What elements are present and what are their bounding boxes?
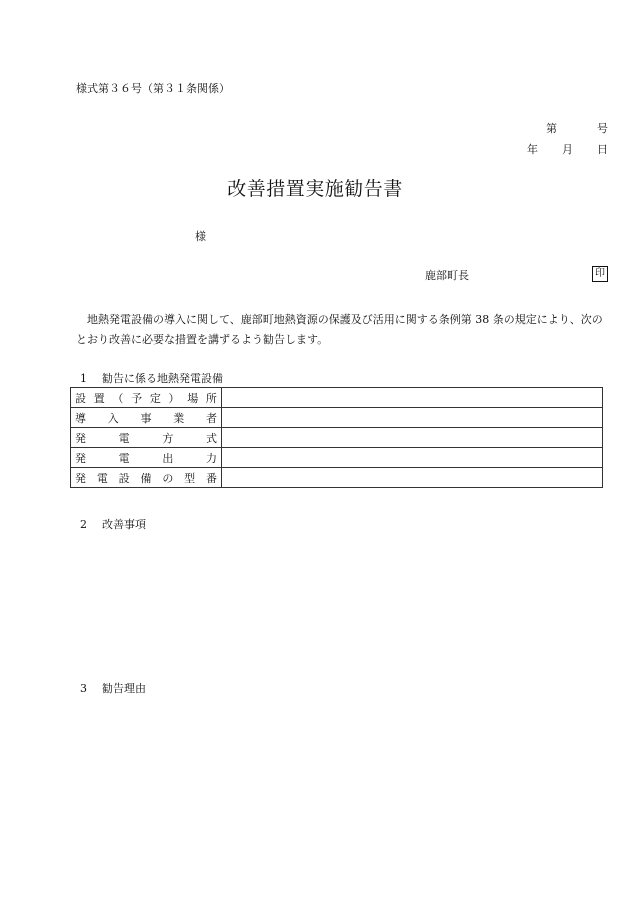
row-label-cell — [71, 388, 222, 408]
body-paragraph: 地熱発電設備の導入に関して、鹿部町地熱資源の保護及び活用に関する条例第 38 条の規定により、次のとおり改善に必要な措置を講ずるよう勧告します。 — [76, 313, 603, 346]
row-label-cell — [71, 428, 222, 448]
seal-mark: 印 — [592, 266, 608, 282]
section-1-heading — [80, 373, 223, 384]
row-label-cell — [71, 468, 222, 488]
table-row — [71, 408, 603, 428]
date-month: 月 — [562, 143, 573, 156]
section-3-heading — [80, 683, 146, 694]
addressee-suffix: 様 — [195, 230, 206, 243]
row-label: 発 電 出 力 — [75, 451, 217, 465]
section-3-title: 勧告理由 — [102, 682, 146, 695]
row-label: 設 置 （ 予 定 ） 場 所 — [75, 391, 217, 405]
section-2-title: 改善事項 — [102, 518, 146, 531]
row-value-cell[interactable] — [222, 408, 603, 428]
date-line — [527, 144, 608, 155]
document-title: 改善措置実施勧告書 — [227, 178, 403, 200]
row-value-cell[interactable] — [222, 428, 603, 448]
facility-table — [70, 387, 603, 488]
table-row — [71, 428, 603, 448]
row-value-cell[interactable] — [222, 388, 603, 408]
row-value-cell[interactable] — [222, 448, 603, 468]
doc-number-suffix: 号 — [597, 122, 608, 135]
section-1-title: 勧告に係る地熱発電設備 — [102, 372, 223, 385]
table-row — [71, 448, 603, 468]
table-row — [71, 468, 603, 488]
issuer-name: 鹿部町長 — [425, 269, 469, 282]
row-label-cell — [71, 408, 222, 428]
date-day: 日 — [597, 143, 608, 156]
table-row — [71, 388, 603, 408]
row-label: 発 電 方 式 — [75, 431, 217, 445]
row-label-cell — [71, 448, 222, 468]
date-year: 年 — [527, 143, 538, 156]
section-2-heading — [80, 519, 146, 530]
row-label: 導 入 事 業 者 — [75, 411, 217, 425]
doc-number-prefix: 第 — [546, 122, 557, 135]
section-2-number: 2 — [80, 518, 87, 531]
section-1-number: 1 — [80, 372, 87, 385]
form-number: 様式第３６号（第３１条関係） — [76, 82, 230, 95]
section-3-number: 3 — [80, 682, 87, 695]
row-value-cell[interactable] — [222, 468, 603, 488]
row-label: 発 電 設 備 の 型 番 — [75, 471, 217, 485]
document-number-line — [546, 123, 608, 134]
